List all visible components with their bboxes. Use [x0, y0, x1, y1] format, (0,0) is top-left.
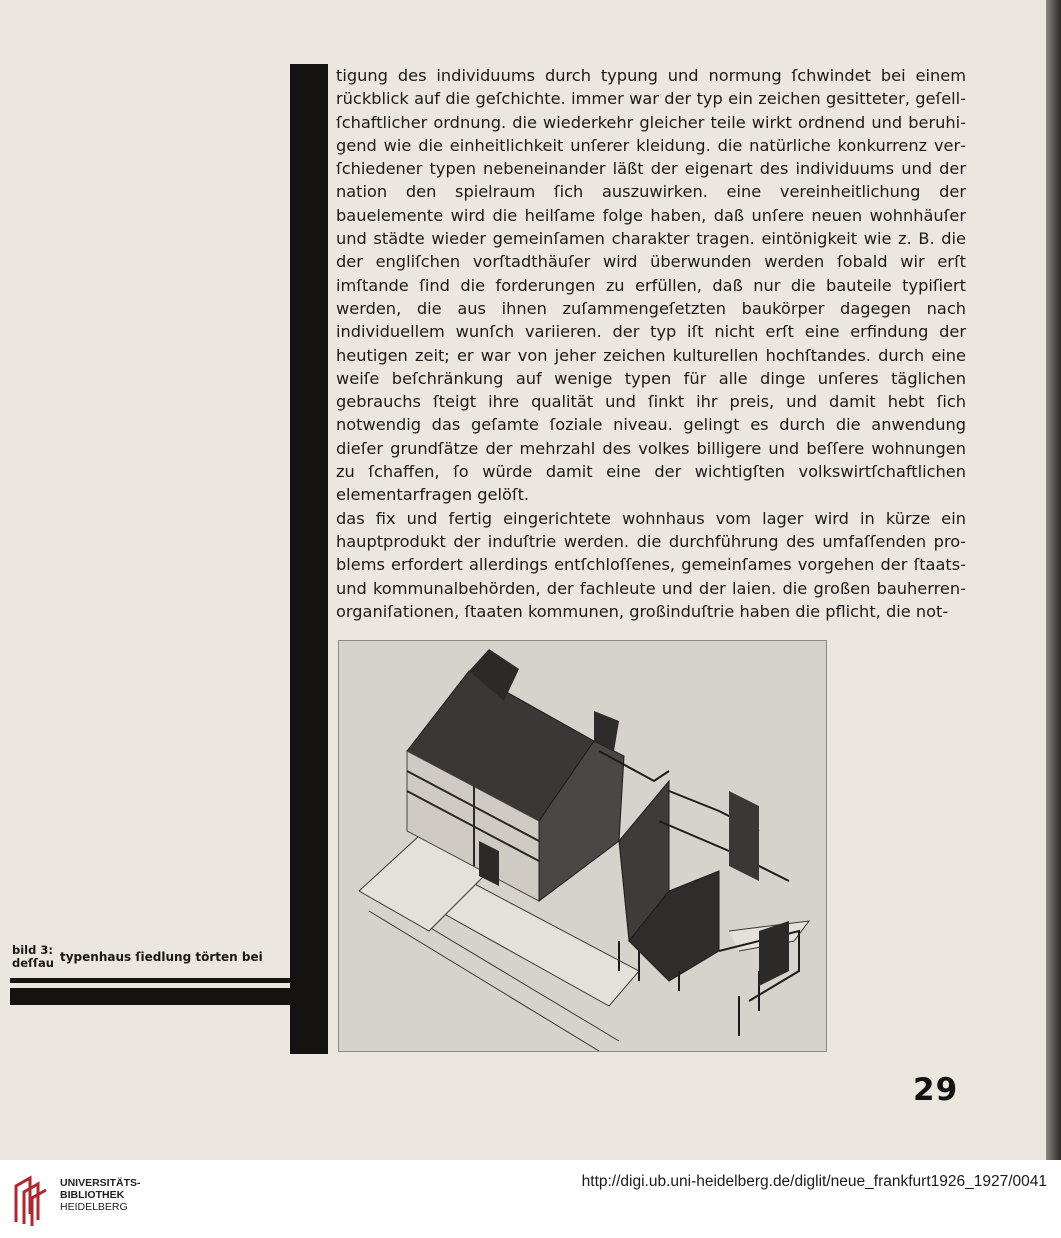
axonometric-house-figure [338, 640, 827, 1052]
footer-bar [0, 1160, 1061, 1238]
page-number: 29 [913, 1072, 959, 1108]
library-logo-icon [10, 1172, 50, 1228]
house-drawing [339, 641, 826, 1051]
paragraph-2: das fix und fertig eingerichtete wohnhaus vom lager wird in kürze ein hauptprodukt der induſtrie werden. die durchführung des umfaſſenden problems erfordert allerdings entſchloſſenes, gemeinſames vorgehen der ſtaats- und kommunalbehörden, der fachleute und der laien. die großen bauherrenorganiſationen, ſtaaten kommunen, großinduſtrie haben die pflicht, die not- [336, 508, 966, 621]
vertical-black-bar [290, 64, 328, 1054]
library-line-1: UNIVERSITÄTS- [60, 1177, 141, 1189]
library-line-3: HEIDELBERG [60, 1201, 128, 1213]
library-name [60, 1177, 141, 1213]
caption-label: bild 3: deſſau [12, 943, 54, 970]
library-line-2: BIBLIOTHEK [60, 1189, 125, 1201]
article-text [336, 64, 966, 623]
caption-text: typenhaus ſiedlung törten bei [60, 950, 263, 964]
page-edge [1046, 0, 1061, 1160]
horizontal-black-bar [10, 988, 300, 1005]
horizontal-thin-rule [10, 978, 300, 983]
paragraph-1: tigung des individuums durch typung und normung ſchwindet bei einem rückblick auf die geſchichte. immer war der typ ein zeichen gesitteter, geſellſchaftlicher ordnung. die wiederkehr gleicher teile wirkt ordnend und beruhigend wie die einheitlichkeit unſerer kleidung. die natürliche konkurrenz verſchiedener typen nebeneinander läßt der eigenart des individuums und der nation den spielraum ſich auszuwirken. eine vereinheitlichung der bauelemente wird die heilſame folge haben, daß unſere neuen wohnhäuſer und städte wieder gemeinſamen charakter tragen. eintönigkeit wie z. B. die der engliſchen vorſtadthäuſer wird überwunden werden ſobald wir erſt imſtande ſind die forderungen zu erfüllen, daß nur die bauteile typiſiert werden, die aus ihnen zuſammengeſetzten baukörper dagegen nach individuellem wunſch variieren. der typ iſt nicht erſt eine erfindung der heutigen zeit; er war von jeher zeichen kulturellen hochſtandes. durch eine weiſe beſchränkung auf wenige typen für alle dinge unſeres täglichen gebrauchs ſteigt ihre qualität und ſinkt ihr preis, und damit hebt ſich notwendig das geſamte ſoziale niveau. gelingt es durch die anwendung dieſer grundſätze der mehrzahl des volkes billigere und beſſere wohnungen zu ſchaffen, ſo würde damit eine der wichtigſten volkswirtſchaftlichen elementarfragen gelöſt. [336, 66, 966, 505]
source-url-link[interactable]: http://digi.ub.uni-heidelberg.de/diglit/neue_frankfurt1926_1927/0041 [581, 1173, 1047, 1190]
